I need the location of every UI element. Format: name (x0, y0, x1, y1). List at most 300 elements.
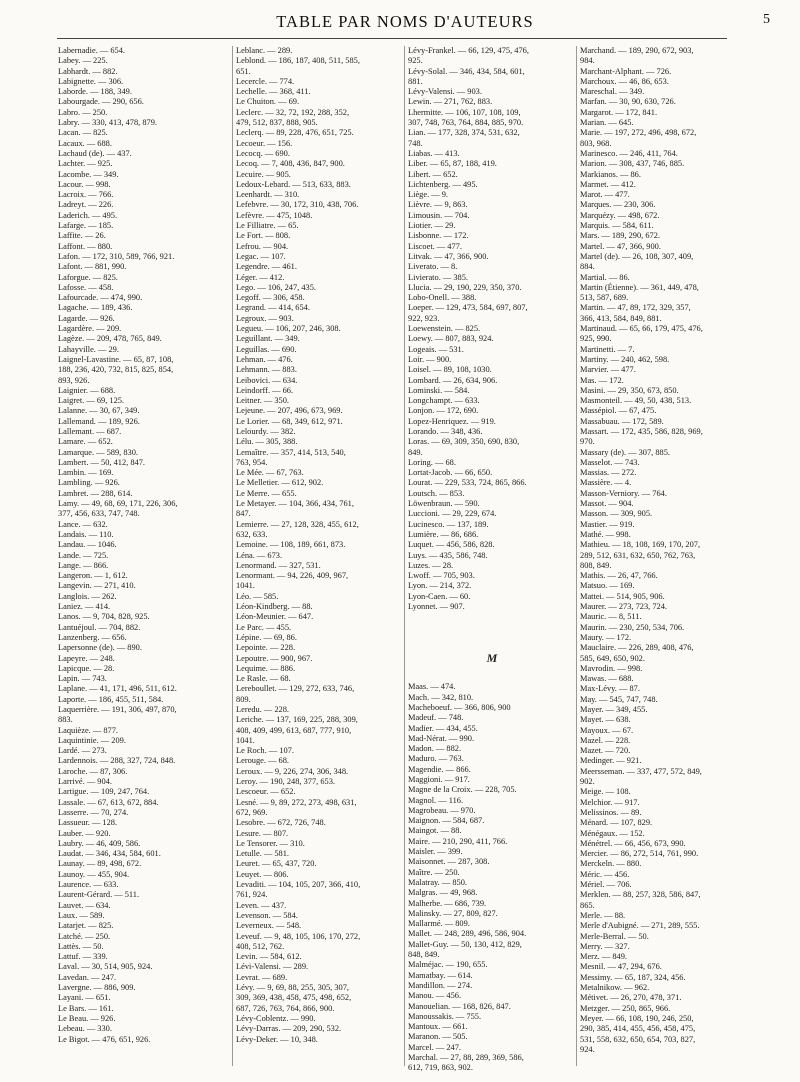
index-entry: Loewenstein. — 825. (408, 324, 481, 334)
index-entry: Marchoux. — 46, 86, 653. (580, 76, 669, 86)
index-entry: Martial. — 86. (580, 272, 630, 282)
index-entry: Meige. — 108. (580, 787, 631, 797)
index-entry: Lamy. — 49, 68, 69, 171, 226, 306, (58, 499, 178, 509)
index-entry: Lagardère. — 209. (58, 324, 122, 334)
index-entry: Manou. — 456. (408, 991, 462, 1001)
index-entry: Magnol. — 116. (408, 795, 464, 805)
index-entry: Ménétrel. — 66, 456, 673, 990. (580, 838, 686, 848)
index-entry: Mantoux. — 661. (408, 1022, 468, 1032)
index-entry: Masini. — 29, 350, 673, 850. (580, 385, 679, 395)
index-entry: Lanzenberg. — 656. (58, 632, 127, 642)
index-entry: Merle-Berral. — 50. (580, 931, 649, 941)
index-entry: Ladreyt. — 226. (58, 200, 114, 210)
index-entry: Loring. — 68. (408, 457, 456, 467)
index-entry: Mazel. — 228. (580, 735, 631, 745)
index-entry: Mallet. — 248, 289, 496, 586, 904. (408, 929, 527, 939)
index-entry: Lachaud (de). — 437. (58, 148, 132, 158)
index-entry: 763, 954. (236, 457, 268, 467)
index-entry: 290, 385, 414, 455, 456, 458, 475, (580, 1024, 696, 1034)
index-entry: Mathé. — 998. (580, 529, 631, 539)
index-entry: Laffont. — 880. (58, 241, 113, 251)
index-entry: Lemaître. — 357, 414, 513, 540, (236, 447, 346, 457)
index-column-2 (232, 46, 404, 1066)
index-entry: Metzger. — 250, 865, 966. (580, 1003, 671, 1013)
index-entry: Maignon. — 584, 687. (408, 816, 485, 826)
index-entry: Laplane. — 41, 171, 496, 511, 612. (58, 684, 177, 694)
index-entry: Lambret. — 288, 614. (58, 488, 133, 498)
index-entry: Lechelle. — 368, 411. (236, 87, 311, 97)
index-entry: Lafon. — 172, 310, 589, 766, 921. (58, 251, 175, 261)
index-entry: Lescoeur. — 652. (236, 787, 296, 797)
index-entry: May. — 545, 747, 748. (580, 694, 658, 704)
index-entry: Lafosse. — 458. (58, 282, 114, 292)
index-entry: Labernadie. — 654. (58, 46, 125, 55)
index-entry: 513, 587, 689. (580, 293, 629, 303)
index-entry: Liotier. — 29. (408, 221, 456, 231)
index-entry: 307, 748, 763, 764, 884, 885, 970. (408, 118, 524, 128)
index-entry: Marchal. — 27, 88, 289, 369, 586, (408, 1053, 524, 1063)
index-entry: Le Metayer. — 104, 366, 434, 761, (236, 499, 354, 509)
index-entry: Landau. — 1046. (58, 540, 117, 550)
index-entry: Legac. — 107. (236, 251, 286, 261)
index-entry: Le Melletier. — 612, 902. (236, 478, 324, 488)
index-entry: Lyon. — 214, 372. (408, 581, 472, 591)
index-entry: Lahayville. — 29. (58, 344, 119, 354)
index-entry: Labey. — 225. (58, 56, 108, 66)
index-entry: Malméjac. — 190, 655. (408, 960, 488, 970)
index-entry: Lecoq. — 7, 408, 436, 847, 900. (236, 159, 345, 169)
index-entry: Litvak. — 47, 366, 900. (408, 251, 489, 261)
index-entry: Martel (de). — 26, 108, 307, 409, (580, 251, 694, 261)
index-entry: Labro. — 250. (58, 107, 108, 117)
index-entry: Léon-Kindberg. — 88. (236, 602, 313, 612)
index-entry: Leriche. — 137, 169, 225, 288, 309, (236, 715, 358, 725)
index-entry: Lachter. — 925. (58, 159, 113, 169)
index-entry: Lantuéjoul. — 704, 882. (58, 622, 141, 632)
index-entry: Lehmann. — 883. (236, 365, 297, 375)
index-entry: Laquerrière. — 191, 306, 497, 870, (58, 705, 177, 714)
index-entry: 651. (236, 66, 251, 76)
index-entry: 893, 926. (58, 375, 90, 385)
index-column-3 (404, 46, 576, 1073)
index-entry: Lévy-Deker. — 10, 348. (236, 1034, 318, 1044)
index-entry: Lance. — 632. (58, 519, 108, 529)
index-entry: Mayoux. — 67. (580, 725, 634, 735)
index-entry: Laval. — 30, 514, 905, 924. (58, 962, 153, 972)
index-entry: Mareschal. — 349. (580, 87, 645, 97)
index-entry: Leclerc. — 32, 72, 192, 288, 352, (236, 107, 350, 117)
index-entry: Lucinesco. — 137, 189. (408, 519, 489, 529)
index-entry: Lafourcade. — 474, 990. (58, 293, 143, 303)
index-entry: Lattès. — 50. (58, 941, 104, 951)
index-entry: Lanos. — 9, 704, 828, 925. (58, 612, 150, 622)
index-entry: Lévy-Darras. — 209, 290, 532. (236, 1024, 342, 1034)
index-entry: Lauber. — 920. (58, 828, 111, 838)
index-entry: Laurent-Gérard. — 511. (58, 890, 140, 900)
index-entry: Mathieu. — 18, 108, 169, 170, 207, (580, 540, 701, 550)
index-entry: Lardennois. — 288, 327, 724, 848. (58, 756, 176, 766)
index-entry: Lumière. — 86, 686. (408, 529, 479, 539)
index-entry: Laubry. — 46, 409, 586. (58, 838, 141, 848)
index-entry: Lagarde. — 926. (58, 313, 115, 323)
index-entry: Lardé. — 273. (58, 746, 107, 756)
index-entry: 803, 968. (580, 138, 612, 148)
index-entry: Lacour. — 998. (58, 179, 111, 189)
index-entry: Lafarge. — 185. (58, 221, 114, 231)
index-entry: Lambert. — 50, 412, 847. (58, 457, 145, 467)
index-entry: Lefebvre. — 30, 172, 310, 438, 706. (236, 200, 359, 210)
index-entry: Laquintinie. — 209. (58, 735, 126, 745)
index-entry: Lépine. — 69, 86. (236, 632, 297, 642)
index-entry: Lian. — 177, 328, 374, 531, 632, (408, 128, 520, 138)
index-entry: Liège. — 9. (408, 190, 449, 200)
index-entry: 808, 849. (580, 560, 612, 570)
index-entry: Léna. — 673. (236, 550, 283, 560)
index-entry: Levin. — 584, 612. (236, 952, 302, 962)
index-entry: 1041. (236, 735, 255, 745)
index-entry: Mazet. — 720. (580, 746, 631, 756)
index-entry: Maduro. — 763. (408, 754, 464, 764)
index-entry: Leroux. — 9, 226, 274, 306, 348. (236, 766, 349, 776)
index-entry: Messimy. — 65, 187, 324, 456. (580, 972, 686, 982)
index-entry: Launoy. — 455, 904. (58, 869, 130, 879)
index-entry: Longchampt. — 633. (408, 396, 480, 406)
index-entry: Luquet. — 456, 586, 828. (408, 540, 495, 550)
index-entry: Mas. — 172. (580, 375, 624, 385)
index-entry: Marian. — 645. (580, 118, 634, 128)
index-entry: Lasserre. — 70, 274. (58, 807, 129, 817)
index-entry: Le Bigot. — 476, 651, 926. (58, 1034, 151, 1044)
index-entry: Lyon-Caen. — 60. (408, 591, 471, 601)
index-entry: 672, 969. (236, 807, 268, 817)
index-entry: Laborde. — 188, 349. (58, 87, 132, 97)
index-entry: 366, 413, 584, 849, 881. (580, 313, 662, 323)
index-entry: Mandillon. — 274. (408, 980, 473, 990)
index-entry: Luccioni. — 29, 229, 674. (408, 509, 497, 519)
index-entry: Laux. — 589. (58, 910, 105, 920)
index-entry: Legoff. — 306, 458. (236, 293, 305, 303)
index-entry: 809. (236, 694, 251, 704)
index-entry: Marquis. — 584, 611. (580, 221, 654, 231)
index-entry: Meyer. — 66, 108, 190, 246, 250, (580, 1013, 694, 1023)
index-entry: Lange. — 866. (58, 560, 109, 570)
index-entry: Langevin. — 271, 410. (58, 581, 136, 591)
index-entry: Mayer. — 349, 455. (580, 705, 648, 714)
index-entry: Lecuire. — 905. (236, 169, 291, 179)
index-entry: Lecocq. — 690. (236, 148, 290, 158)
index-entry: Maurin. — 230, 250, 534, 706. (580, 622, 685, 632)
index-entry: Lereboullet. — 129, 272, 633, 746, (236, 684, 355, 694)
index-entry: Mavrodin. — 998. (580, 663, 643, 673)
index-entry: Malinsky. — 27, 809, 827. (408, 908, 498, 918)
index-entry: Le Chuiton. — 69. (236, 97, 300, 107)
index-entry: Lichtenberg. — 495. (408, 179, 478, 189)
index-entry: Lacan. — 825. (58, 128, 108, 138)
index-entry: Laurence. — 633. (58, 880, 119, 890)
header-rule (57, 38, 727, 39)
index-entry: Leuret. — 65, 437, 720. (236, 859, 317, 869)
index-entry: Ledoux-Lebard. — 513, 633, 883. (236, 179, 351, 189)
index-entry: 925. (408, 56, 423, 66)
index-entry: Marie. — 197, 272, 496, 498, 672, (580, 128, 697, 138)
index-entry: Magrobeau. — 970. (408, 805, 476, 815)
index-entry: Mars. — 189, 290, 672. (580, 231, 661, 241)
index-entry: Lévy-Coblentz. — 990. (236, 1013, 316, 1023)
index-entry: Lehman. — 476. (236, 354, 293, 364)
index-entry: Lefèvre. — 475, 1048. (236, 210, 313, 220)
index-entry: Laignier. — 688. (58, 385, 116, 395)
index-entry: 531, 558, 632, 650, 654, 703, 827, (580, 1034, 696, 1044)
index-entry: Lacaux. — 688. (58, 138, 112, 148)
index-entry: Laignel-Lavastine. — 65, 87, 108, (58, 354, 174, 364)
index-entry: Lepoutre. — 900, 967. (236, 653, 313, 663)
index-entry: Martinetti. — 7. (580, 344, 635, 354)
index-entry: Mamatbay. — 614. (408, 970, 473, 980)
index-entry: Lapin. — 743. (58, 674, 107, 684)
index-entry: Lélu. — 305, 388. (236, 437, 298, 447)
index-entry: Lacombe. — 349. (58, 169, 119, 179)
index-entry: Maury. — 172. (580, 632, 632, 642)
index-entry: Magne de la Croix. — 228, 705. (408, 785, 517, 795)
index-entry: Leredu. — 228. (236, 705, 290, 714)
index-entry: Lominski. — 584. (408, 385, 470, 395)
index-entry: Lewin. — 271, 762, 883. (408, 97, 493, 107)
index-entry: 847. (236, 509, 251, 519)
index-entry: Le Mée. — 67, 763. (236, 468, 304, 478)
index-entry: 748. (408, 138, 423, 148)
index-entry: Latarjet. — 825. (58, 921, 114, 931)
index-entry: Lenormant. — 94, 226, 409, 967, (236, 571, 349, 581)
index-entry: 849. (408, 447, 423, 457)
index-entry: Lesure. — 807. (236, 828, 289, 838)
index-entry: 848, 849. (408, 950, 440, 960)
page-title: TABLE PAR NOMS D'AUTEURS (276, 12, 534, 31)
index-entry: 612, 719, 863, 902. (408, 1063, 473, 1073)
index-entry: Lambling. — 926. (58, 478, 120, 488)
index-entry: Launay. — 89, 498, 672. (58, 859, 142, 869)
index-entry: Métivet. — 26, 270, 478, 371. (580, 993, 682, 1003)
index-entry: 309, 369, 438, 458, 475, 498, 652, (236, 993, 352, 1003)
index-entry: 881. (408, 76, 423, 86)
index-entry: Leverneux. — 548. (236, 921, 302, 931)
section-letter: M (486, 651, 498, 666)
index-entry: Laderich. — 495. (58, 210, 118, 220)
index-entry: 188, 236, 420, 732, 815, 825, 854, (58, 365, 174, 375)
index-entry: Lejeune. — 207, 496, 673, 969. (236, 406, 343, 416)
index-entry: Mallet-Guy. — 50, 130, 412, 829, (408, 939, 522, 949)
index-entry: Lhermitte. — 106, 107, 108, 109, (408, 107, 521, 117)
index-entry: Marchant-Alphant. — 726. (580, 66, 672, 76)
index-entry: Le Beau. — 926. (58, 1013, 116, 1023)
index-entry: Méric. — 456. (580, 869, 630, 879)
index-entry: Lévy-Valensi. — 903. (408, 87, 482, 97)
index-entry: Merz. — 849. (580, 952, 627, 962)
index-entry: Lagache. — 189, 436. (58, 303, 133, 313)
index-entry: 922, 923. (408, 313, 440, 323)
index-entry: Markianos. — 86. (580, 169, 641, 179)
index-entry: Lemierre. — 27, 128, 328, 455, 612, (236, 519, 359, 529)
index-entry: Leenhardt. — 310. (236, 190, 300, 200)
index-entry: Mach. — 342, 810. (408, 692, 474, 702)
index-entry: Léon-Meunier. — 647. (236, 612, 314, 622)
index-entry: Maître. — 250. (408, 867, 460, 877)
index-entry: Labry. — 330, 413, 478, 879. (58, 118, 158, 128)
index-entry: Merckeln. — 880. (580, 859, 642, 869)
index-entry: 377, 456, 633, 747, 748. (58, 509, 140, 519)
index-entry: Lassueur. — 128. (58, 818, 118, 828)
index-entry: Massart. — 172, 435, 586, 828, 969, (580, 426, 703, 436)
index-entry: Mathis. — 26, 47, 766. (580, 571, 658, 581)
index-entry: Mad-Nérat. — 990. (408, 733, 475, 743)
index-entry: Lyonnet. — 907. (408, 602, 465, 612)
index-entry: Le Fort. — 808. (236, 231, 291, 241)
index-entry: Massière. — 4. (580, 478, 632, 488)
index-entry: 970. (580, 437, 595, 447)
index-entry: Lamare. — 652. (58, 437, 113, 447)
index-entry: Matsuo. — 169. (580, 581, 635, 591)
index-entry: Masson. — 309, 905. (580, 509, 653, 519)
index-entry: Lemoine. — 108, 189, 661, 873. (236, 540, 346, 550)
index-entry: Marion. — 308, 437, 746, 885. (580, 159, 685, 169)
index-entry: Letulle. — 581. (236, 849, 290, 859)
index-entry: Lapeyre. — 248. (58, 653, 115, 663)
index-entry: Loisel. — 89, 108, 1030. (408, 365, 492, 375)
index-entry: Laroche. — 87, 306. (58, 766, 128, 776)
index-entry: Marvier. — 477. (580, 365, 636, 375)
index-entry: Liverato. — 8. (408, 262, 458, 272)
index-entry: Lourat. — 229, 533, 724, 865, 866. (408, 478, 527, 488)
index-entry: Masselot. — 743. (580, 457, 640, 467)
index-entry: 761, 924. (236, 890, 268, 900)
index-entry: Lamarque. — 589, 830. (58, 447, 139, 457)
index-entry: Lalanne. — 30, 67, 349. (58, 406, 140, 416)
index-entry: Martin. — 47, 89, 172, 329, 357, (580, 303, 691, 313)
index-entry: Masson-Verniory. — 764. (580, 488, 667, 498)
index-entry: 479, 512, 837, 888, 905. (236, 118, 318, 128)
index-entry: Merry. — 327. (580, 941, 630, 951)
index-entry: Mesnil. — 47, 294, 676. (580, 962, 662, 972)
index-entry: Lego. — 106, 247, 435. (236, 282, 317, 292)
index-entry: 1041. (236, 581, 255, 591)
index-entry: Lallemand. — 189, 926. (58, 416, 140, 426)
index-entry: Marinesco. — 246, 411, 764. (580, 148, 678, 158)
index-entry: Margarot. — 172, 841. (580, 107, 658, 117)
index-entry: Lisbonne. — 172. (408, 231, 469, 241)
index-entry: Loewy. — 807, 883, 924. (408, 334, 494, 344)
index-entry: Lattuf. — 339. (58, 952, 108, 962)
index-entry: Lopez-Henriquez. — 919. (408, 416, 496, 426)
index-entry: Marques. — 230, 306. (580, 200, 656, 210)
index-entry: 585, 649, 650, 902. (580, 653, 645, 663)
index-entry: Legueu. — 106, 207, 246, 308. (236, 324, 341, 334)
index-entry: Massot. — 904. (580, 499, 634, 509)
index-entry: Maurer. — 273, 723, 724. (580, 602, 667, 612)
index-entry: Mawas. — 688. (580, 674, 634, 684)
index-entry: Léo. — 585. (236, 591, 279, 601)
index-entry: Lorando. — 348, 436. (408, 426, 483, 436)
index-entry: Marchand. — 189, 290, 672, 903, (580, 46, 694, 55)
index-entry: Liabas. — 413. (408, 148, 460, 158)
index-entry: 687, 726, 763, 764, 866, 900. (236, 1003, 335, 1013)
index-entry: Labignette. — 306. (58, 76, 124, 86)
index-entry: Léger. — 412. (236, 272, 285, 282)
index-entry: 289, 512, 631, 632, 650, 762, 763, (580, 550, 696, 560)
index-entry: Ménard. — 107, 829. (580, 818, 653, 828)
index-entry: Lauvet. — 634. (58, 900, 111, 910)
index-entry: Levenson. — 584. (236, 910, 298, 920)
index-entry: Mattei. — 514, 905, 906. (580, 591, 665, 601)
index-entry: Levaditi. — 104, 105, 207, 366, 410, (236, 880, 361, 890)
index-entry: Legroux. — 903. (236, 313, 294, 323)
index-entry: Lapicque. — 28. (58, 663, 115, 673)
index-entry: Marot. — 477. (580, 190, 630, 200)
index-entry: Lecoeur. — 156. (236, 138, 293, 148)
index-entry: 632, 633. (236, 529, 268, 539)
index-entry: 884. (580, 262, 595, 272)
index-entry: Le Rasle. — 68. (236, 674, 291, 684)
index-entry: Laudat. — 346, 434, 584, 601. (58, 849, 161, 859)
index-entry: Marcel. — 247. (408, 1042, 462, 1052)
index-column-1 (58, 46, 226, 1066)
index-entry: Luys. — 435, 586, 748. (408, 550, 488, 560)
index-entry: Mériel. — 706. (580, 880, 632, 890)
index-entry: Leclerq. — 89, 228, 476, 651, 725. (236, 128, 354, 138)
index-entry: Laffite. — 26. (58, 231, 106, 241)
index-entry: Max-Lévy. — 87. (580, 684, 640, 694)
index-entry: Laforgue. — 825. (58, 272, 118, 282)
index-entry: Merklen. — 88, 257, 328, 586, 847, (580, 890, 701, 900)
index-entry: Macheboeuf. — 366, 806, 900 (408, 702, 511, 712)
index-entry: Leveuf. — 9, 48, 105, 106, 170, 272, (236, 931, 361, 941)
index-entry: Luzes. — 28. (408, 560, 454, 570)
index-entry: Laigret. — 69, 125. (58, 396, 125, 406)
index-entry: Lambin. — 169. (58, 468, 114, 478)
index-entry: Lesné. — 9, 89, 272, 273, 498, 631, (236, 797, 357, 807)
index-entry: Larrivé. — 904. (58, 777, 112, 787)
index-entry: 902. (580, 777, 595, 787)
index-entry: Labhardt. — 882. (58, 66, 118, 76)
index-entry: Mastier. — 919. (580, 519, 635, 529)
index-entry: Lequime. — 886. (236, 663, 296, 673)
index-entry: Le Filliatre. — 65. (236, 221, 299, 231)
index-entry: Leroy. — 190, 248, 377, 653. (236, 777, 336, 787)
index-entry: Lobo-Onell. — 388. (408, 293, 477, 303)
index-entry: Lévi-Valensi. — 289. (236, 962, 309, 972)
index-entry: Liber. — 65, 87, 188, 419. (408, 159, 497, 169)
index-entry: Leguillant. — 349. (236, 334, 300, 344)
index-entry: Mauric. — 8, 511. (580, 612, 642, 622)
index-entry: 883. (58, 715, 73, 725)
index-entry: Le Tensorer. — 310. (236, 838, 305, 848)
index-entry: Legrand. — 414, 654. (236, 303, 310, 313)
index-entry: Lerouge. — 68. (236, 756, 290, 766)
page-number: 5 (763, 12, 770, 27)
index-entry: Martinaud. — 65, 66, 179, 475, 476, (580, 324, 703, 334)
index-entry: Lavedan. — 247. (58, 972, 117, 982)
index-entry: Martiny. — 240, 462, 598. (580, 354, 670, 364)
index-entry: Langeron. — 1, 612. (58, 571, 128, 581)
index-entry: 925, 990. (580, 334, 612, 344)
index-entry: Leblanc. — 289. (236, 46, 293, 55)
index-entry: Melchior. — 917. (580, 797, 640, 807)
index-entry: Merle. — 88. (580, 910, 626, 920)
index-entry: Ménégaux. — 152. (580, 828, 645, 838)
index-entry: Medinger. — 921. (580, 756, 642, 766)
index-entry: Leindorff. — 66. (236, 385, 294, 395)
page-header (40, 10, 770, 38)
index-entry: 924. (580, 1044, 595, 1054)
index-entry: Manoussakis. — 755. (408, 1011, 482, 1021)
